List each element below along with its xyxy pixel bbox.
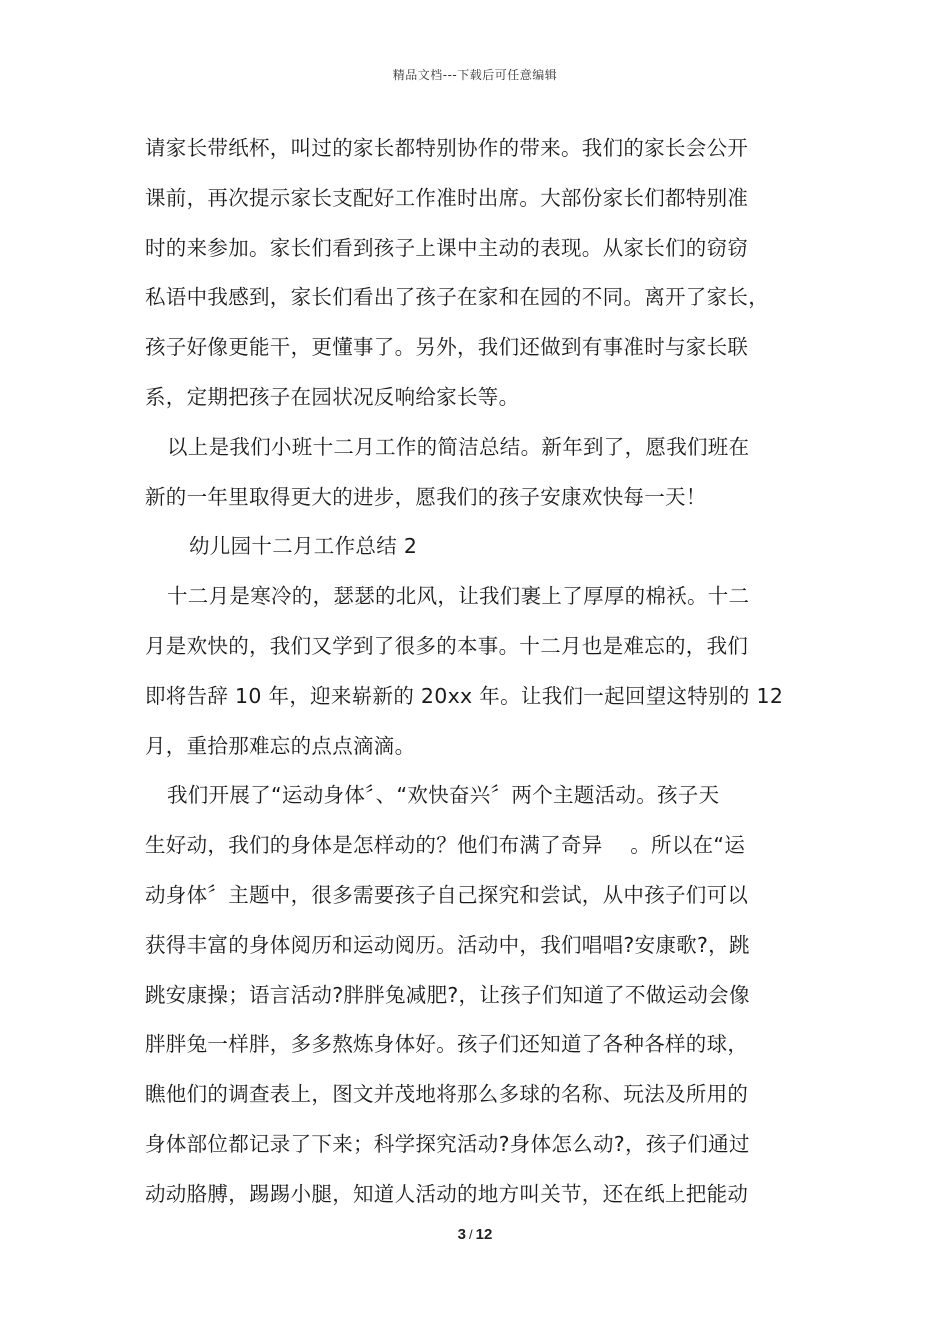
document-body xyxy=(145,128,815,1224)
text-line: 身体部位都记录了下来；科学探究活动?身体怎么动?，孩子们通过 xyxy=(145,1131,750,1156)
text-line: 月是欢快的，我们又学到了很多的本事。十二月也是难忘的，我们 xyxy=(145,633,749,658)
text-line: 即将告辞 10 年，迎来崭新的 20xx 年。让我们一起回望这特别的 12 xyxy=(145,683,784,708)
text-line: 请家长带纸杯，叫过的家长都特别协作的带来。我们的家长会公开 xyxy=(145,136,749,160)
text-line: 月，重拾那难忘的点点滴滴。 xyxy=(145,733,416,758)
text-line: 动身体〞主题中，很多需要孩子自己探究和尝试，从中孩子们可以 xyxy=(145,882,749,907)
text-line: 动动胳膊，踢踢小腿，知道人活动的地方叫关节，还在纸上把能动 xyxy=(145,1181,749,1206)
text-line: 获得丰富的身体阅历和运动阅历。活动中，我们唱唱?安康歌?，跳 xyxy=(145,932,750,957)
paragraph-start-line: 十二月是寒冷的，瑟瑟的北风，让我们裹上了厚厚的棉袄。十二 xyxy=(167,584,750,609)
text-line: 新的一年里取得更大的进步，愿我们的孩子安康欢快每一天！ xyxy=(145,484,707,509)
paragraph-start-line: 我们开展了“运动身体〞、“欢快奋兴〞两个主题活动。孩子天 xyxy=(167,783,720,808)
total-page-count: 12 xyxy=(475,1226,493,1243)
page-header: 精品文档---下载后可任意编辑 xyxy=(392,68,558,82)
page-separator: / xyxy=(469,1227,473,1242)
text-line: 胖胖兔一样胖，多多熬炼身体好。孩子们还知道了各种各样的球， xyxy=(145,1032,749,1057)
paragraph-start-line: 以上是我们小班十二月工作的简洁总结。新年到了，愿我们班在 xyxy=(167,434,750,459)
text-line: 私语中我感到，家长们看出了孩子在家和在园的不同。离开了家长， xyxy=(145,285,769,310)
text-line: 生好动，我们的身体是怎样动的？他们布满了奇异 。所以在“运 xyxy=(145,833,746,858)
page-number xyxy=(0,1226,950,1243)
text-line: 系，定期把孩子在园状况反响给家长等。 xyxy=(145,384,520,409)
text-line: 跳安康操；语言活动?胖胖兔减肥?，让孩子们知道了不做运动会像 xyxy=(145,982,750,1007)
section-title: 幼儿园十二月工作总结 2 xyxy=(189,534,418,559)
current-page-number: 3 xyxy=(457,1226,467,1243)
text-line: 瞧他们的调查表上，图文并茂地将那么多球的名称、玩法及所用的 xyxy=(145,1082,749,1107)
text-line: 课前，再次提示家长支配好工作准时出席。大部份家长们都特别准 xyxy=(145,185,749,210)
text-line: 时的来参加。家长们看到孩子上课中主动的表现。从家长们的窃窃 xyxy=(145,235,749,260)
text-line: 孩子好像更能干，更懂事了。另外，我们还做到有事准时与家长联 xyxy=(145,335,749,360)
